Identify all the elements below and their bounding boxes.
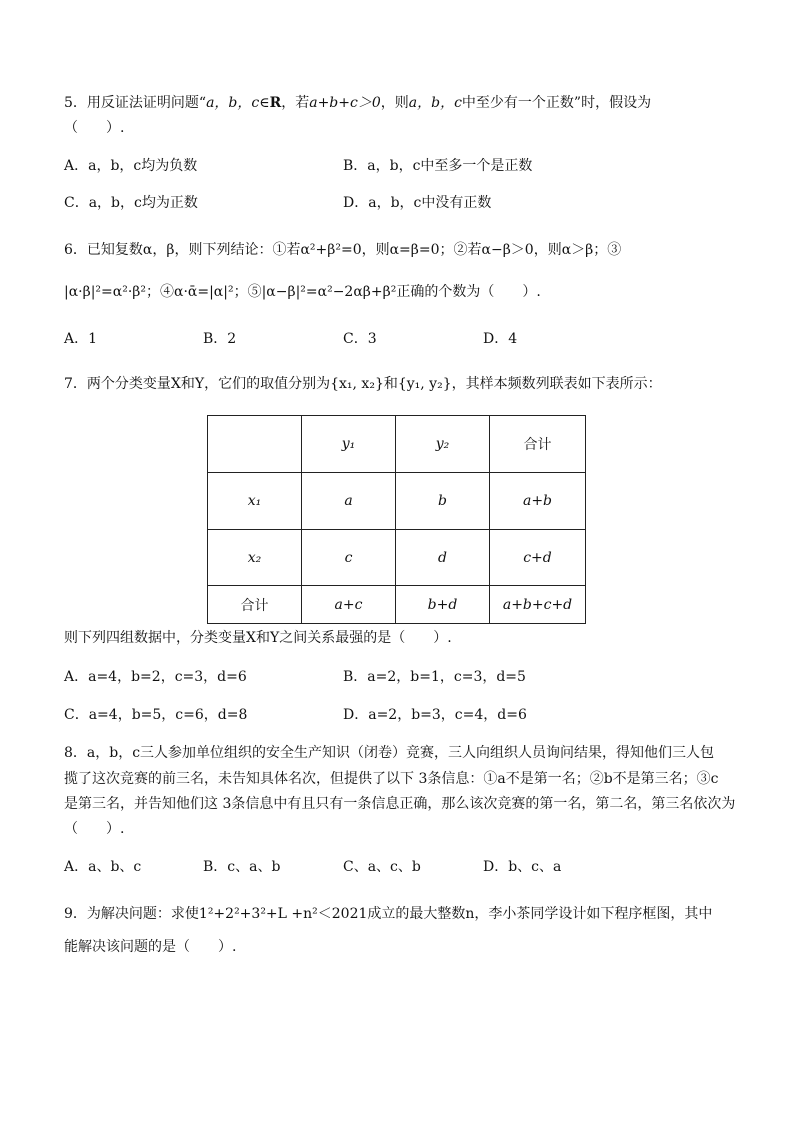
table-cell: c	[302, 530, 396, 586]
q5-option-b: B．a，b，c中至多一个是正数	[343, 158, 533, 174]
table-cell: x₁	[208, 473, 302, 530]
q5-option-d: D．a，b，c中没有正数	[343, 195, 492, 211]
q6-line1: 6．已知复数α，β，则下列结论：①若α²+β²=0，则α=β=0；②若α−β＞0，则α＞β；③	[64, 242, 622, 258]
q5-then-text: ，则	[380, 95, 409, 111]
table-cell: x₂	[208, 530, 302, 586]
q7-option-a: A．a=4，b=2，c=3，d=6	[64, 669, 247, 685]
q5-if-text: ，若	[281, 95, 310, 111]
q8-option-c: C、a、c、b	[343, 859, 421, 875]
q5-real-set: R	[269, 95, 282, 111]
table-cell: a+b+c+d	[490, 586, 586, 624]
q7-option-c: C．a=4，b=5，c=6，d=8	[64, 707, 248, 723]
q9-line1: 9．为解决问题：求使1²+2²+3²+L +n²＜2021成立的最大整数n，李小茶同学设计如下程序框图，其中	[64, 906, 713, 922]
table-header-cell: y₁	[302, 416, 396, 473]
q5-option-c: C．a，b，c均为正数	[64, 195, 198, 211]
q5-condition: a+b+c＞0	[309, 95, 381, 111]
q7-option-d: D．a=2，b=3，c=4，d=6	[343, 707, 527, 723]
contingency-table	[207, 415, 586, 624]
table-cell: a	[302, 473, 396, 530]
table-cell: c+d	[490, 530, 586, 586]
table-cell: b	[396, 473, 490, 530]
table-header-cell: 合计	[490, 416, 586, 473]
q6-option-b: B．2	[203, 331, 237, 347]
table-row	[208, 586, 586, 624]
q6-option-d: D．4	[483, 331, 518, 347]
q5-math-vars: a，b，c∈	[206, 95, 270, 111]
table-cell: 合计	[208, 586, 302, 624]
table-cell: a+b	[490, 473, 586, 530]
q7-after-table: 则下列四组数据中，分类变量X和Y之间关系最强的是（ ）.	[64, 630, 452, 646]
q8-option-b: B．c、a、b	[203, 859, 281, 875]
table-cell	[208, 416, 302, 473]
table-row	[208, 530, 586, 586]
table-header-cell: y₂	[396, 416, 490, 473]
q5-math-vars-2: a，b，c	[408, 95, 462, 111]
q8-option-d: D．b、c、a	[483, 859, 562, 875]
table-cell: a+c	[302, 586, 396, 624]
q8-line3: 是第三名，并告知他们这 3条信息中有且只有一条信息正确，那么该次竞赛的第一名，第二名，第三名依次为	[64, 796, 736, 812]
q5-line1-text: 5．用反证法证明问题“	[64, 95, 207, 111]
q5-answer-blank: （ ）.	[64, 120, 125, 136]
table-row	[208, 473, 586, 530]
question-5	[64, 92, 651, 112]
q5-line1-tail: 中至少有一个正数”时，假设为	[461, 95, 652, 111]
q9-line2: 能解决该问题的是（ ）.	[64, 939, 237, 955]
q6-option-a: A．1	[64, 331, 98, 347]
q8-option-a: A．a、b、c	[64, 859, 142, 875]
q8-line1: 8．a，b，c三人参加单位组织的安全生产知识（闭卷）竞赛，三人向组织人员询问结果，得知他们三人包	[64, 745, 715, 761]
q7-line1: 7．两个分类变量X和Y，它们的取值分别为{x₁, x₂}和{y₁, y₂}，其样本频数列联表如下表所示：	[64, 376, 662, 392]
table-cell: d	[396, 530, 490, 586]
q5-option-a: A．a，b，c均为负数	[64, 158, 198, 174]
table-header-row	[208, 416, 586, 473]
q8-line2: 揽了这次竞赛的前三名，未告知具体名次，但提供了以下 3条信息：①a不是第一名；②b不是第三名；③c	[64, 771, 719, 787]
q7-option-b: B．a=2，b=1，c=3，d=5	[343, 669, 526, 685]
table-cell: b+d	[396, 586, 490, 624]
q6-option-c: C．3	[343, 331, 377, 347]
q8-line4: （ ）.	[64, 821, 125, 837]
q6-line2: |α·β|²=α²·β²；④α·ᾱ=|α|²；⑤|α−β|²=α²−2αβ+β²正确的个数为（ ）.	[64, 284, 541, 300]
